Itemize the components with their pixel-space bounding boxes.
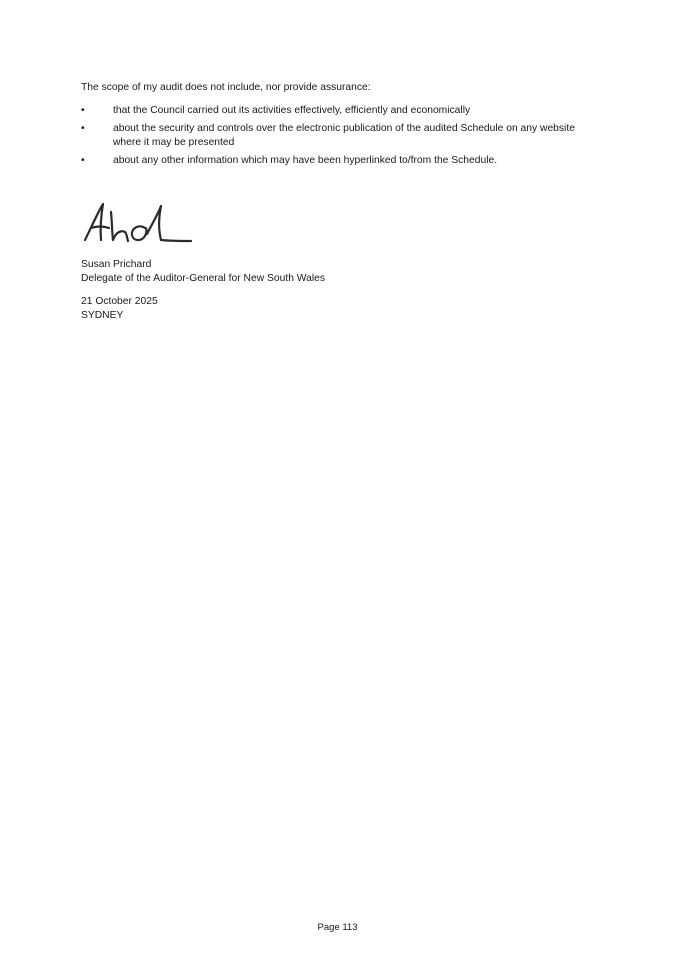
scope-intro-text: The scope of my audit does not include, nor provide assurance: xyxy=(81,82,371,93)
list-item-text: that the Council carried out its activities effectively, efficiently and economically xyxy=(113,105,471,116)
report-location: SYDNEY xyxy=(81,310,124,321)
list-item-text: about any other information which may have been hyperlinked to/from the Schedule. xyxy=(113,155,498,166)
list-item xyxy=(81,122,581,150)
date-location-block xyxy=(81,295,158,323)
report-date: 21 October 2025 xyxy=(81,296,158,307)
signer-title: Delegate of the Auditor-General for New South Wales xyxy=(81,273,326,284)
bullet-icon: • xyxy=(81,155,85,166)
list-item xyxy=(81,104,581,118)
signer-name: Susan Prichard xyxy=(81,259,152,270)
scope-exclusions-list xyxy=(81,104,581,172)
list-item xyxy=(81,154,581,168)
bullet-icon: • xyxy=(81,105,85,116)
signer-block xyxy=(81,258,325,286)
handwritten-signature xyxy=(81,198,196,248)
page-number: Page 113 xyxy=(317,922,358,933)
list-item-text: about the security and controls over the electronic publication of the audited Schedule on any website where it may be presented xyxy=(113,123,575,148)
bullet-icon: • xyxy=(81,123,85,134)
